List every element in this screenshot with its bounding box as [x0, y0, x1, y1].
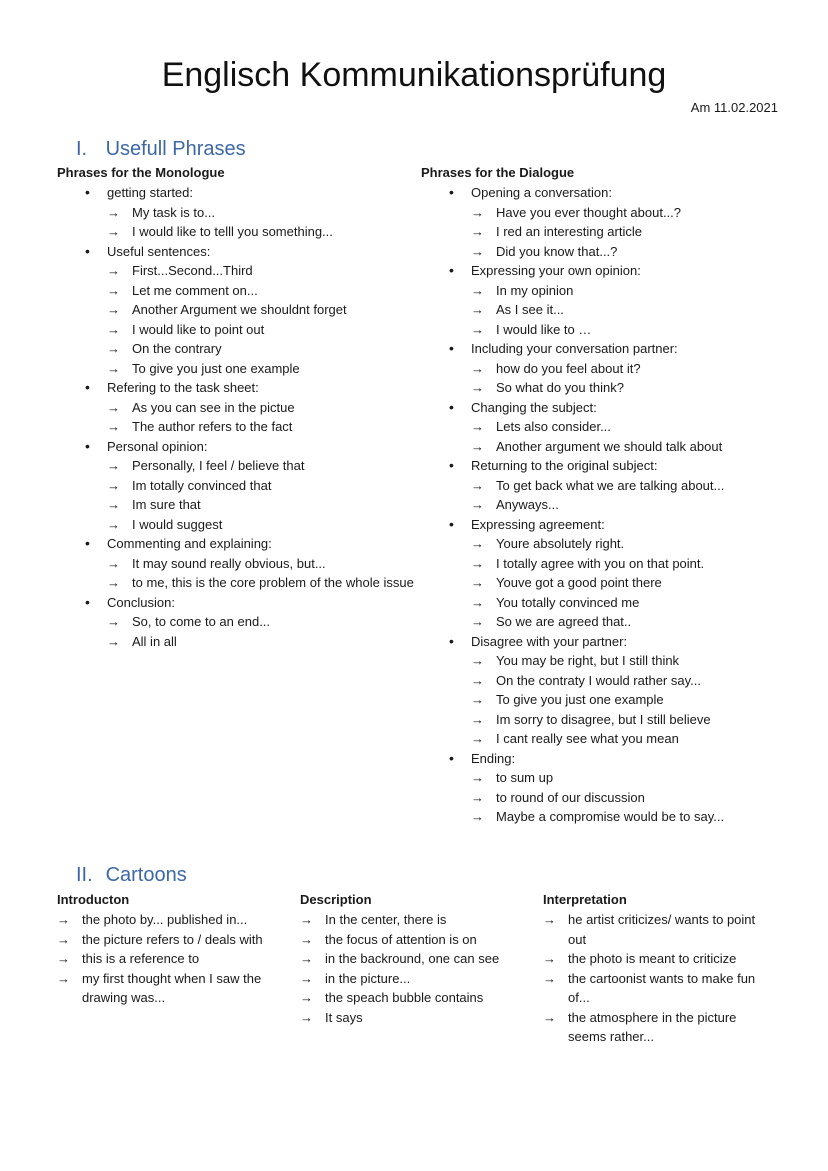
phrase-text: the picture refers to / deals with	[82, 931, 263, 947]
phrase-item	[421, 612, 791, 632]
phrase-item	[57, 632, 417, 652]
phrase-text: Another argument we should talk about	[496, 438, 723, 454]
arrow-icon: →	[107, 614, 120, 629]
phrase-text: So we are agreed that..	[496, 614, 632, 629]
phrase-text: I would suggest	[132, 516, 223, 532]
cartoon-list	[300, 910, 535, 1027]
phrase-text: Im totally convinced that	[132, 477, 272, 493]
phrase-text: Let me comment on...	[132, 282, 258, 298]
arrow-icon: →	[471, 360, 484, 376]
phrase-item	[421, 651, 791, 671]
phrase-text: First...Second...Third	[132, 263, 253, 278]
phrase-text: Have you ever thought about...?	[496, 204, 682, 220]
document-title: Englisch Kommunikationsprüfung	[161, 56, 667, 94]
phrase-text: So, to come to an end...	[132, 614, 271, 629]
phrase-item	[543, 1008, 771, 1047]
arrow-icon: →	[107, 419, 120, 434]
arrow-icon: →	[471, 224, 484, 239]
phrase-item	[421, 593, 791, 613]
arrow-icon: →	[471, 614, 484, 629]
arrow-icon: →	[300, 951, 313, 966]
bullet-heading: • Returning to the original subject:	[421, 456, 791, 476]
arrow-icon: →	[471, 575, 484, 590]
arrow-icon: →	[300, 912, 313, 927]
phrase-item	[543, 969, 771, 1008]
dialogue-column	[421, 163, 791, 827]
phrase-item	[421, 729, 791, 749]
phrase-text: he artist criticizes/ wants to point out	[568, 912, 756, 947]
cartoon-column-interpretation	[543, 890, 771, 1047]
phrase-text: how do you feel about it?	[496, 360, 641, 376]
phrase-item	[57, 320, 417, 340]
phrase-text: My task is to...	[132, 204, 216, 220]
phrase-item	[421, 378, 791, 398]
phrase-item	[421, 788, 791, 808]
phrase-text: Personally, I feel / believe that	[132, 458, 305, 473]
arrow-icon: →	[300, 1009, 313, 1025]
phrase-text: Youre absolutely right.	[496, 536, 625, 551]
phrase-item	[421, 573, 791, 593]
arrow-icon: →	[471, 243, 484, 259]
phrase-item	[421, 690, 791, 710]
phrase-item	[421, 300, 791, 320]
arrow-icon: →	[471, 594, 484, 610]
arrow-icon: →	[471, 653, 484, 668]
phrase-item	[421, 476, 791, 496]
phrase-item	[421, 807, 791, 827]
arrow-icon: →	[107, 282, 120, 298]
bullet-heading: • Disagree with your partner:	[421, 632, 791, 652]
phrase-item	[300, 949, 535, 969]
arrow-icon: →	[543, 912, 556, 927]
phrase-text: All in all	[132, 633, 177, 649]
phrase-item	[421, 417, 791, 437]
section-title: Usefull Phrases	[105, 138, 246, 160]
arrow-icon: →	[471, 711, 484, 727]
phrase-text: Im sure that	[132, 497, 201, 512]
phrase-text: You may be right, but I still think	[496, 653, 680, 668]
phrase-text: It may sound really obvious, but...	[132, 555, 326, 571]
phrase-item	[57, 359, 417, 379]
phrase-text: in the backround, one can see	[325, 951, 500, 966]
phrase-item	[57, 203, 417, 223]
phrase-text: As you can see in the pictue	[132, 399, 295, 415]
arrow-icon: →	[471, 477, 484, 493]
phrase-text: the photo is meant to criticize	[568, 951, 737, 966]
arrow-icon: →	[471, 692, 484, 707]
arrow-icon: →	[543, 951, 556, 966]
phrase-item	[57, 949, 292, 969]
phrase-item	[421, 222, 791, 242]
arrow-icon: →	[471, 282, 484, 298]
phrase-item	[421, 554, 791, 574]
cartoon-list	[543, 910, 771, 1047]
phrase-text: the photo by... published in...	[82, 912, 248, 927]
phrase-text: I red an interesting article	[496, 224, 642, 239]
phrase-item	[57, 281, 417, 301]
phrase-item	[300, 1008, 535, 1028]
arrow-icon: →	[107, 477, 120, 493]
phrase-item	[421, 203, 791, 223]
monologue-title: Phrases for the Monologue	[57, 165, 225, 180]
arrow-icon: →	[57, 951, 70, 966]
phrase-text: Lets also consider...	[496, 419, 611, 434]
arrow-icon: →	[107, 302, 120, 317]
phrase-item	[57, 456, 417, 476]
arrow-icon: →	[107, 204, 120, 220]
bullet-heading: • Conclusion:	[57, 593, 417, 613]
phrase-item	[543, 910, 771, 949]
phrase-item	[300, 930, 535, 950]
phrase-item	[543, 949, 771, 969]
bullet-heading: • Commenting and explaining:	[57, 534, 417, 554]
phrase-item	[57, 339, 417, 359]
bullet-heading: • Opening a conversation:	[421, 183, 791, 203]
arrow-icon: →	[107, 516, 120, 532]
phrase-text: in the picture...	[325, 970, 411, 986]
phrase-text: In the center, there is	[325, 912, 447, 927]
arrow-icon: →	[57, 970, 70, 986]
dialogue-list	[421, 183, 791, 827]
arrow-icon: →	[471, 321, 484, 337]
cartoon-column-description	[300, 890, 535, 1027]
phrase-text: I cant really see what you mean	[496, 731, 679, 746]
phrase-text: Maybe a compromise would be to say...	[496, 809, 725, 824]
arrow-icon: →	[57, 912, 70, 927]
phrase-item	[421, 495, 791, 515]
phrase-text: You totally convinced me	[496, 594, 640, 610]
section-heading-usefull-phrases	[76, 136, 246, 162]
cartoon-column-title: Introducton	[57, 892, 130, 907]
arrow-icon: →	[300, 990, 313, 1005]
arrow-icon: →	[300, 970, 313, 986]
phrase-item	[57, 930, 292, 950]
monologue-column	[57, 163, 417, 651]
bullet-heading: • Including your conversation partner:	[421, 339, 791, 359]
phrase-item	[421, 320, 791, 340]
arrow-icon: →	[107, 458, 120, 473]
document-date: Am 11.02.2021	[690, 100, 778, 115]
phrase-item	[57, 495, 417, 515]
phrase-item	[57, 261, 417, 281]
phrase-item	[57, 398, 417, 418]
arrow-icon: →	[107, 399, 120, 415]
phrase-text: the focus of attention is on	[325, 931, 477, 947]
phrase-text: Did you know that...?	[496, 243, 618, 259]
arrow-icon: →	[471, 380, 484, 395]
arrow-icon: →	[471, 809, 484, 824]
phrase-text: As I see it...	[496, 302, 564, 317]
phrase-text: the atmosphere in the picture seems rather...	[568, 1009, 737, 1044]
arrow-icon: →	[471, 770, 484, 785]
arrow-icon: →	[471, 536, 484, 551]
phrase-text: I totally agree with you on that point.	[496, 555, 705, 571]
phrase-item	[300, 969, 535, 989]
phrase-item	[57, 554, 417, 574]
phrase-item	[57, 417, 417, 437]
section-title: Cartoons	[105, 864, 187, 886]
bullet-heading: • Useful sentences:	[57, 242, 417, 262]
arrow-icon: →	[107, 263, 120, 278]
bullet-heading: • Expressing your own opinion:	[421, 261, 791, 281]
phrase-text: To give you just one example	[132, 360, 300, 376]
phrase-text: I would like to …	[496, 321, 592, 337]
cartoon-column-introduction	[57, 890, 292, 1008]
phrase-text: So what do you think?	[496, 380, 624, 395]
phrase-item	[57, 515, 417, 535]
phrase-item	[421, 671, 791, 691]
phrase-text: Anyways...	[496, 497, 559, 512]
phrase-text: the speach bubble contains	[325, 990, 484, 1005]
arrow-icon: →	[471, 419, 484, 434]
phrase-item	[300, 988, 535, 1008]
phrase-item	[421, 359, 791, 379]
phrase-text: this is a reference to	[82, 951, 200, 966]
arrow-icon: →	[107, 341, 120, 356]
arrow-icon: →	[543, 1009, 556, 1025]
bullet-heading: • Personal opinion:	[57, 437, 417, 457]
arrow-icon: →	[107, 555, 120, 571]
arrow-icon: →	[471, 555, 484, 571]
phrase-text: To give you just one example	[496, 692, 664, 707]
phrase-text: The author refers to the fact	[132, 419, 293, 434]
phrase-item	[421, 242, 791, 262]
phrase-item	[421, 534, 791, 554]
phrase-text: to sum up	[496, 770, 554, 785]
arrow-icon: →	[543, 970, 556, 986]
arrow-icon: →	[471, 731, 484, 746]
arrow-icon: →	[107, 575, 120, 590]
bullet-heading: • Changing the subject:	[421, 398, 791, 418]
arrow-icon: →	[107, 360, 120, 376]
cartoon-column-title: Interpretation	[543, 892, 627, 907]
phrase-item	[57, 300, 417, 320]
phrase-item	[421, 437, 791, 457]
phrase-text: to round of our discussion	[496, 789, 645, 805]
phrase-item	[421, 768, 791, 788]
phrase-item	[421, 710, 791, 730]
arrow-icon: →	[471, 497, 484, 512]
dialogue-title: Phrases for the Dialogue	[421, 165, 575, 180]
arrow-icon: →	[107, 321, 120, 337]
phrase-text: I would like to telll you something...	[132, 224, 333, 239]
phrase-text: Im sorry to disagree, but I still believe	[496, 711, 711, 727]
monologue-list	[57, 183, 417, 651]
arrow-icon: →	[471, 789, 484, 805]
phrase-text: In my opinion	[496, 282, 574, 298]
phrase-text: I would like to point out	[132, 321, 265, 337]
bullet-heading: • Expressing agreement:	[421, 515, 791, 535]
arrow-icon: →	[107, 224, 120, 239]
arrow-icon: →	[107, 633, 120, 649]
phrase-item	[57, 969, 292, 1008]
phrase-text: On the contraty I would rather say...	[496, 672, 701, 688]
section-number: I.	[76, 138, 88, 160]
phrase-item	[57, 476, 417, 496]
arrow-icon: →	[471, 204, 484, 220]
phrase-text: the cartoonist wants to make fun of...	[568, 970, 756, 1005]
arrow-icon: →	[107, 497, 120, 512]
phrase-text: my first thought when I saw the drawing was...	[82, 970, 262, 1005]
arrow-icon: →	[57, 931, 70, 947]
cartoon-list	[57, 910, 292, 1008]
section-number: II.	[76, 864, 93, 886]
arrow-icon: →	[300, 931, 313, 947]
phrase-text: to me, this is the core problem of the whole issue	[132, 575, 414, 590]
phrase-text: On the contrary	[132, 341, 222, 356]
bullet-heading: • getting started:	[57, 183, 417, 203]
arrow-icon: →	[471, 672, 484, 688]
arrow-icon: →	[471, 302, 484, 317]
bullet-heading: • Ending:	[421, 749, 791, 769]
arrow-icon: →	[471, 438, 484, 454]
cartoon-column-title: Description	[300, 892, 372, 907]
phrase-item	[421, 281, 791, 301]
phrase-item	[300, 910, 535, 930]
phrase-text: It says	[325, 1009, 363, 1025]
phrase-item	[57, 910, 292, 930]
phrase-item	[57, 612, 417, 632]
phrase-item	[57, 222, 417, 242]
bullet-heading: • Refering to the task sheet:	[57, 378, 417, 398]
phrase-text: Another Argument we shouldnt forget	[132, 302, 347, 317]
phrase-item	[57, 573, 417, 593]
phrase-text: To get back what we are talking about...	[496, 477, 725, 493]
section-heading-cartoons	[76, 862, 187, 888]
phrase-text: Youve got a good point there	[496, 575, 662, 590]
